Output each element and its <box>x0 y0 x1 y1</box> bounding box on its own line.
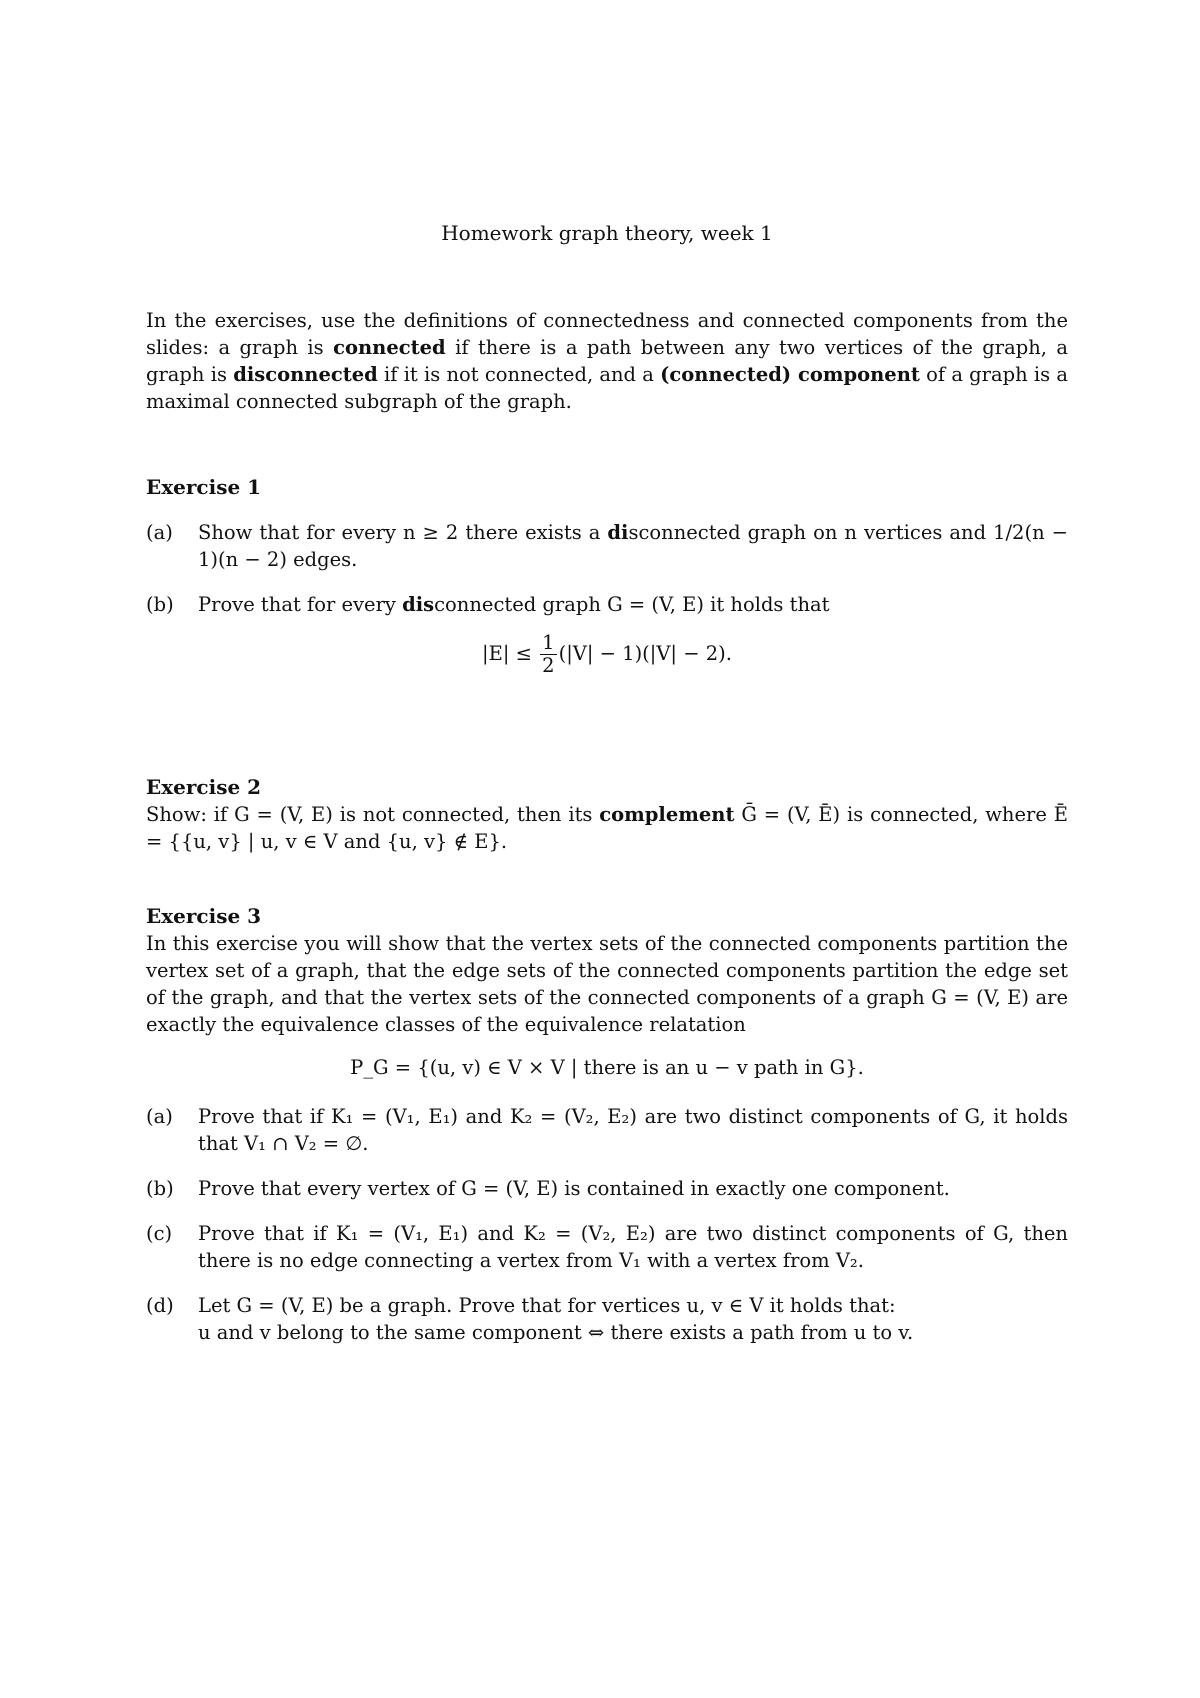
item-text <box>198 1292 1068 1346</box>
item-text-bold: di <box>607 521 629 544</box>
intro-text-1: In the exercises, use the definitions of connectedness and connected components from the slides: a graph is <box>146 309 1068 359</box>
item-label: (a) <box>146 1105 173 1128</box>
intro-text-3: if it is not connected, and a <box>377 363 661 386</box>
exercise-3-text: In this exercise you will show that the vertex sets of the connected components partition the vertex set of a graph, that the edge sets of the connected components partition the edge set of the graph, and that the vertex sets of the connected components of a graph G = (V, E) are exactly the equivalence classes of the equivalence relatation <box>146 932 1068 1036</box>
term-component: (connected) component <box>660 363 920 386</box>
exercise-3-item-c <box>146 1220 1068 1274</box>
exercise-3-item-d <box>146 1292 1068 1346</box>
exercise-2-text <box>146 801 1068 855</box>
inequality-right: (|V| − 1)(|V| − 2). <box>558 642 732 665</box>
exercise-2-text-part: Show: if G = (V, E) is not connected, then its <box>146 803 600 826</box>
page-title: Homework graph theory, week 1 <box>441 221 773 245</box>
fraction-numerator: 1 <box>542 631 555 654</box>
exercise-3 <box>146 903 1068 1346</box>
item-text <box>198 519 1068 573</box>
exercise-3-item-a <box>146 1103 1068 1157</box>
exercise-1-heading: Exercise 1 <box>146 475 262 499</box>
item-text-part: sconnected graph on n vertices and 1/2(n − 1)(n − 2) edges. <box>198 521 1068 571</box>
item-text: Prove that every vertex of G = (V, E) is contained in exactly one component. <box>198 1177 950 1200</box>
exercise-1-item-b <box>146 591 1068 618</box>
exercise-1-item-a <box>146 519 1068 573</box>
item-text <box>198 591 1068 618</box>
exercise-2-heading: Exercise 2 <box>146 775 262 799</box>
display-inequality <box>146 632 1068 677</box>
item-text: Prove that if K₁ = (V₁, E₁) and K₂ = (V₂, E₂) are two distinct components of G, it holds that V₁ ∩ V₂ = ∅. <box>198 1105 1068 1155</box>
exercise-2-text-part: Ḡ = (V, Ē) is connected, where Ē = {{u, v} | u, v ∈ V and {u, v} ∉ E}. <box>146 803 1068 853</box>
item-label: (a) <box>146 521 173 544</box>
item-text-part: connected graph G = (V, E) it holds that <box>434 593 830 616</box>
exercise-2 <box>146 774 1068 855</box>
item-text-line-1: Let G = (V, E) be a graph. Prove that for vertices u, v ∈ V it holds that: <box>198 1294 896 1317</box>
intro-text-2: if there is a path between any two vertices of the graph, a graph is <box>146 336 1068 386</box>
item-label: (c) <box>146 1222 173 1245</box>
item-label: (b) <box>146 593 174 616</box>
intro-paragraph <box>146 307 1068 415</box>
term-connected: connected <box>333 336 446 359</box>
display-relation: P_G = {(u, v) ∈ V × V | there is an u − v path in G}. <box>350 1056 864 1079</box>
item-label: (b) <box>146 1177 174 1200</box>
term-complement: complement <box>599 803 735 826</box>
exercise-3-item-b <box>146 1175 1068 1202</box>
intro-text-4: of a graph is a maximal connected subgraph of the graph. <box>146 363 1068 413</box>
exercise-3-heading: Exercise 3 <box>146 904 262 928</box>
item-text-part: Show that for every n ≥ 2 there exists a <box>198 521 608 544</box>
item-label: (d) <box>146 1294 174 1317</box>
inequality-left: |E| ≤ <box>482 642 539 665</box>
item-text: Prove that if K₁ = (V₁, E₁) and K₂ = (V₂, E₂) are two distinct components of G, then there is no edge connecting a vertex from V₁ with a vertex from V₂. <box>198 1222 1068 1272</box>
item-text-line-2: u and v belong to the same component ⇔ there exists a path from u to v. <box>198 1321 914 1344</box>
item-text-bold: dis <box>402 593 435 616</box>
exercise-1 <box>146 474 1068 677</box>
fraction <box>540 632 556 677</box>
term-disconnected: disconnected <box>233 363 378 386</box>
item-text-part: Prove that for every <box>198 593 403 616</box>
fraction-denominator: 2 <box>542 654 555 677</box>
